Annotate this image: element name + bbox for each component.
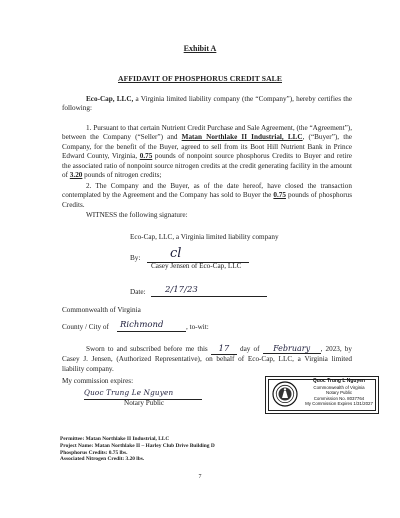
seal-text xyxy=(304,379,374,407)
para1-text-d: pounds of nitrogen credits; xyxy=(82,171,162,180)
date-line xyxy=(151,296,267,297)
sworn-text-c: , 2023, by Casey J. Jensen, (Authorized Representative), on behalf of Eco-Cap, LLC, a Virginia limited liability company. xyxy=(62,345,352,373)
nitrogen-amount: 3.20 xyxy=(69,171,83,180)
para1-text-a: 1. Pursuant to that certain Nutrient Credit Purchase and Sale Agreement, (the “Agreement”), between the Company (“Seller”) and xyxy=(62,124,352,142)
date-value: 2/17/23 xyxy=(165,285,198,295)
intro-paragraph xyxy=(62,95,352,114)
document-title: AFFIDAVIT OF PHOSPHORUS CREDIT SALE xyxy=(118,74,282,83)
commission-label: My commission expires: xyxy=(62,377,134,385)
notary-seal xyxy=(265,376,379,414)
sworn-text-a: Sworn to and subscribed before me this xyxy=(86,345,211,353)
county-label: County / City of xyxy=(62,323,109,331)
exhibit-heading: Exhibit A xyxy=(183,44,217,53)
county-value: Richmond xyxy=(120,320,164,330)
seal-notary-public: Notary Public xyxy=(325,390,353,396)
footer-project: Project Name: Matan Northlake II – Harley Club Drive Building D xyxy=(60,442,215,449)
date-label: Date: xyxy=(130,288,146,296)
footer-nitrogen: Associated Nitrogen Credit: 3.20 lbs. xyxy=(60,456,145,463)
commonwealth: Commonwealth of Virginia xyxy=(62,306,141,314)
buyer-name: Matan Northlake II Industrial, LLC xyxy=(181,133,303,142)
paragraph-1 xyxy=(62,124,352,180)
witness-line: WITNESS the following signature: xyxy=(86,211,188,219)
sworn-text-b: day of xyxy=(236,345,263,353)
para1-text-c: pounds of nonpoint source phosphorus Credits to Buyer and retire the associated ratio of nonpoint source nitrogen credits at the credit generating facility in the amount of xyxy=(62,152,352,180)
sworn-month: February xyxy=(263,344,321,354)
para2-text-b: pounds of phosphorus Credits. xyxy=(62,191,353,209)
paragraph-2 xyxy=(62,182,352,210)
phosphorus-amount: 0.75 xyxy=(139,152,153,161)
company-signature-line: Eco-Cap, LLC, a Virginia limited liability company xyxy=(130,233,279,241)
para2-text-a: 2. The Company and the Buyer, as of the date hereof, have closed the transaction contemplated by the Agreement and the Company has sold to Buyer the xyxy=(62,182,352,200)
footer-phosphorus: Phosphorus Credits: 0.75 lbs. xyxy=(60,449,128,456)
sworn-day: 17 xyxy=(211,345,237,355)
signer-signature: cl xyxy=(170,246,182,261)
seal-expiry: My Commission Expires 1/31/2027 xyxy=(305,401,373,407)
company-name: Eco-Cap, LLC, xyxy=(86,95,134,103)
to-wit: , to-wit: xyxy=(186,323,209,331)
intro-text: a Virginia limited liability company (the “Company”), hereby certifies the following: xyxy=(62,95,352,113)
county-line xyxy=(117,331,186,332)
permit-footer xyxy=(60,436,320,463)
page-number: 7 xyxy=(198,474,202,480)
seal-name: Quoc Trung L Nguyen xyxy=(312,378,366,384)
virginia-seal-icon xyxy=(272,381,298,407)
sworn-paragraph xyxy=(62,344,352,374)
phosphorus-amount-2: 0.75 xyxy=(273,191,286,200)
notary-public-label: Notary Public xyxy=(124,399,165,407)
seal-commonwealth: Commonwealth of Virginia xyxy=(313,384,365,390)
notary-signature: Quoc Trung Le Nguyen xyxy=(84,388,174,397)
by-label: By: xyxy=(130,254,141,262)
para1-text-b: , (“Buyer”), the Company, for the benefit of the Buyer, agreed to sell from its Boot Hill Nutrient Bank in Prince Edward County, Virginia, xyxy=(62,133,352,161)
footer-permittee: Permittee: Matan Northlake II Industrial, LLC xyxy=(60,436,170,442)
seal-commission-number: Commission No. 8037764 xyxy=(313,395,365,401)
signer-name: Casey Jensen of Eco-Cap, LLC xyxy=(151,262,242,270)
